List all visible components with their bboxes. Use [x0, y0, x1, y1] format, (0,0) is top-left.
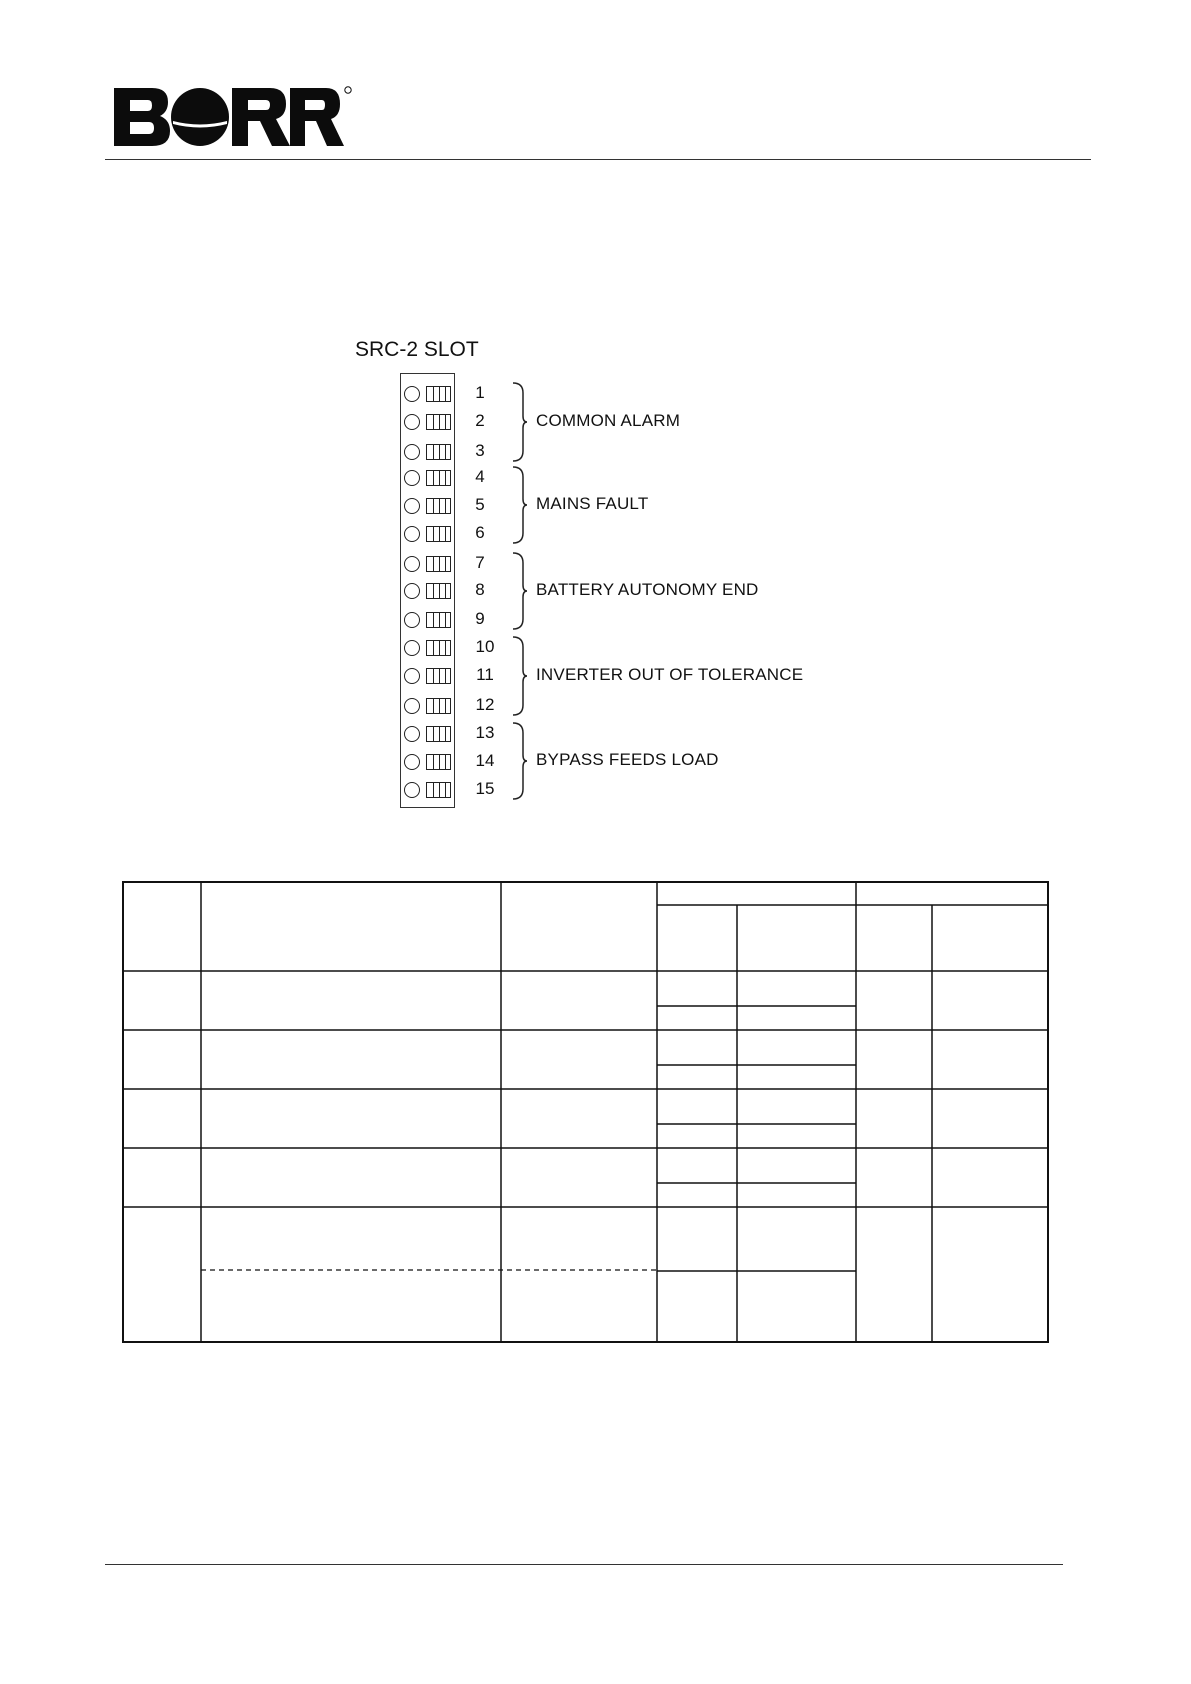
terminal-number: 10 [475, 637, 495, 656]
terminal-number: 4 [475, 467, 485, 486]
terminal-number: 2 [475, 411, 485, 430]
terminal-number: 7 [475, 553, 485, 572]
group-label: BATTERY AUTONOMY END [536, 580, 759, 599]
terminal-number: 1 [475, 383, 485, 402]
table-border [123, 882, 1048, 1342]
terminal-number: 5 [475, 495, 485, 514]
terminal-number: 14 [475, 751, 495, 770]
terminal-number: 15 [475, 779, 495, 798]
terminal-number: 9 [475, 609, 485, 628]
group-label: INVERTER OUT OF TOLERANCE [536, 665, 804, 684]
terminal-number: 6 [475, 523, 485, 542]
terminal-number: 13 [475, 723, 495, 742]
slot-title: SRC-2 SLOT [355, 338, 479, 361]
group-label: COMMON ALARM [536, 411, 681, 430]
terminal-number: 3 [475, 441, 485, 460]
terminal-number: 11 [476, 665, 494, 684]
group-label: BYPASS FEEDS LOAD [536, 750, 719, 769]
terminal-number: 12 [475, 695, 495, 714]
footer-divider [105, 1564, 1063, 1565]
group-label: MAINS FAULT [536, 494, 649, 513]
terminal-number: 8 [475, 580, 485, 599]
